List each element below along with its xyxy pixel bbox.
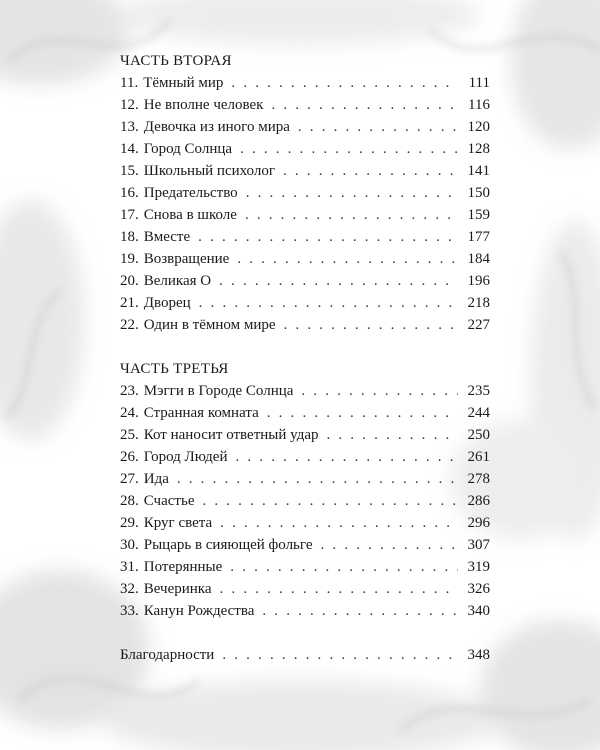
dot-leader xyxy=(321,534,458,556)
entry-number: 15. xyxy=(120,163,139,179)
entry-title: Школьный психолог xyxy=(143,163,275,179)
entry-number: 30. xyxy=(120,537,139,553)
dot-leader xyxy=(301,380,458,402)
part-three-list xyxy=(120,380,490,622)
entry-number: 12. xyxy=(120,97,139,113)
entry-number: 25. xyxy=(120,427,139,443)
entry-title: Кот наносит ответный удар xyxy=(143,427,319,443)
entry-title: Потерянные xyxy=(143,559,223,575)
dot-leader xyxy=(283,160,458,182)
toc-entry xyxy=(120,468,490,490)
entry-number: 32. xyxy=(120,581,139,597)
entry-page-number: 227 xyxy=(467,317,490,333)
entry-page-number: 235 xyxy=(467,383,490,399)
entry-number: 17. xyxy=(120,207,139,223)
entry-title: Снова в школе xyxy=(143,207,237,223)
entry-number: 23. xyxy=(120,383,139,399)
entry-title: Девочка из иного мира xyxy=(143,119,290,135)
part-three-heading: ЧАСТЬ ТРЕТЬЯ xyxy=(120,361,229,377)
toc-entry xyxy=(120,380,490,402)
entry-number: 22. xyxy=(120,317,139,333)
entry-page-number: 196 xyxy=(467,273,490,289)
entry-title: Предательство xyxy=(143,185,238,201)
dot-leader xyxy=(267,402,458,424)
entry-title: Рыцарь в сияющей фольге xyxy=(143,537,313,553)
toc-entry xyxy=(120,116,490,138)
entry-title: Великая О xyxy=(143,273,212,289)
toc-entry xyxy=(120,314,490,336)
entry-title: Не вполне человек xyxy=(143,97,264,113)
toc-entry xyxy=(120,94,490,116)
entry-title: Дворец xyxy=(143,295,191,311)
dot-leader xyxy=(230,556,458,578)
entry-number: 13. xyxy=(120,119,139,135)
entry-page-number: 150 xyxy=(467,185,490,201)
entry-title: Один в тёмном мире xyxy=(143,317,276,333)
entry-number: 14. xyxy=(120,141,139,157)
dot-leader xyxy=(240,138,458,160)
entry-page-number: 250 xyxy=(467,427,490,443)
entry-number: 33. xyxy=(120,603,139,619)
toc-entry xyxy=(120,138,490,160)
toc-entry xyxy=(120,226,490,248)
entry-number: 19. xyxy=(120,251,139,267)
toc-entry xyxy=(120,600,490,622)
toc-entry-acknowledgements xyxy=(120,644,490,666)
entry-number: 29. xyxy=(120,515,139,531)
toc-entry xyxy=(120,270,490,292)
toc-entry xyxy=(120,556,490,578)
dot-leader xyxy=(326,424,458,446)
toc-entry xyxy=(120,512,490,534)
entry-page-number: 141 xyxy=(467,163,490,179)
entry-page-number: 319 xyxy=(467,559,490,575)
entry-page-number: 111 xyxy=(468,75,490,91)
entry-page-number: 348 xyxy=(467,647,490,663)
entry-number: 20. xyxy=(120,273,139,289)
entry-number: 31. xyxy=(120,559,139,575)
dot-leader xyxy=(231,72,458,94)
dot-leader xyxy=(202,490,458,512)
entry-title: Странная комната xyxy=(143,405,259,421)
entry-number: 18. xyxy=(120,229,139,245)
entry-page-number: 218 xyxy=(467,295,490,311)
entry-page-number: 244 xyxy=(467,405,490,421)
entry-title: Город Солнца xyxy=(143,141,233,157)
entry-number: 11. xyxy=(120,75,139,91)
entry-title: Мэгги в Городе Солнца xyxy=(143,383,294,399)
entry-title: Счастье xyxy=(143,493,195,509)
entry-title: Тёмный мир xyxy=(143,75,224,91)
dot-leader xyxy=(177,468,458,490)
dot-leader xyxy=(219,270,458,292)
entry-page-number: 261 xyxy=(467,449,490,465)
dot-leader xyxy=(237,248,458,270)
entry-page-number: 120 xyxy=(467,119,490,135)
entry-page-number: 307 xyxy=(467,537,490,553)
entry-number: 21. xyxy=(120,295,139,311)
entry-number: 28. xyxy=(120,493,139,509)
dot-leader xyxy=(199,292,458,314)
entry-title: Круг света xyxy=(143,515,213,531)
entry-title: Возвращение xyxy=(143,251,230,267)
entry-page-number: 184 xyxy=(467,251,490,267)
entry-number: 27. xyxy=(120,471,139,487)
toc-entry xyxy=(120,534,490,556)
entry-number: 16. xyxy=(120,185,139,201)
toc-entry xyxy=(120,424,490,446)
entry-page-number: 296 xyxy=(467,515,490,531)
toc-entry xyxy=(120,204,490,226)
entry-title: Благодарности xyxy=(120,647,215,663)
entry-title: Ида xyxy=(143,471,169,487)
dot-leader xyxy=(222,644,458,666)
table-of-contents xyxy=(120,50,490,666)
toc-entry xyxy=(120,292,490,314)
toc-entry xyxy=(120,182,490,204)
entry-title: Вместе xyxy=(143,229,191,245)
dot-leader xyxy=(271,94,458,116)
dot-leader xyxy=(262,600,458,622)
dot-leader xyxy=(245,204,458,226)
entry-title: Канун Рождества xyxy=(143,603,255,619)
entry-page-number: 177 xyxy=(467,229,490,245)
entry-title: Город Людей xyxy=(143,449,228,465)
part-two-list xyxy=(120,72,490,336)
entry-number: 26. xyxy=(120,449,139,465)
entry-page-number: 159 xyxy=(467,207,490,223)
toc-entry xyxy=(120,490,490,512)
toc-entry xyxy=(120,72,490,94)
dot-leader xyxy=(220,512,458,534)
entry-page-number: 286 xyxy=(467,493,490,509)
entry-title: Вечеринка xyxy=(143,581,212,597)
dot-leader xyxy=(298,116,458,138)
entry-page-number: 128 xyxy=(467,141,490,157)
toc-entry xyxy=(120,160,490,182)
entry-page-number: 326 xyxy=(467,581,490,597)
entry-number: 24. xyxy=(120,405,139,421)
dot-leader xyxy=(284,314,458,336)
entry-page-number: 116 xyxy=(468,97,490,113)
toc-entry xyxy=(120,402,490,424)
toc-entry xyxy=(120,578,490,600)
toc-entry xyxy=(120,446,490,468)
entry-page-number: 340 xyxy=(467,603,490,619)
dot-leader xyxy=(198,226,458,248)
dot-leader xyxy=(220,578,458,600)
dot-leader xyxy=(236,446,459,468)
toc-entry xyxy=(120,248,490,270)
dot-leader xyxy=(246,182,458,204)
entry-page-number: 278 xyxy=(467,471,490,487)
part-two-heading: ЧАСТЬ ВТОРАЯ xyxy=(120,53,232,69)
